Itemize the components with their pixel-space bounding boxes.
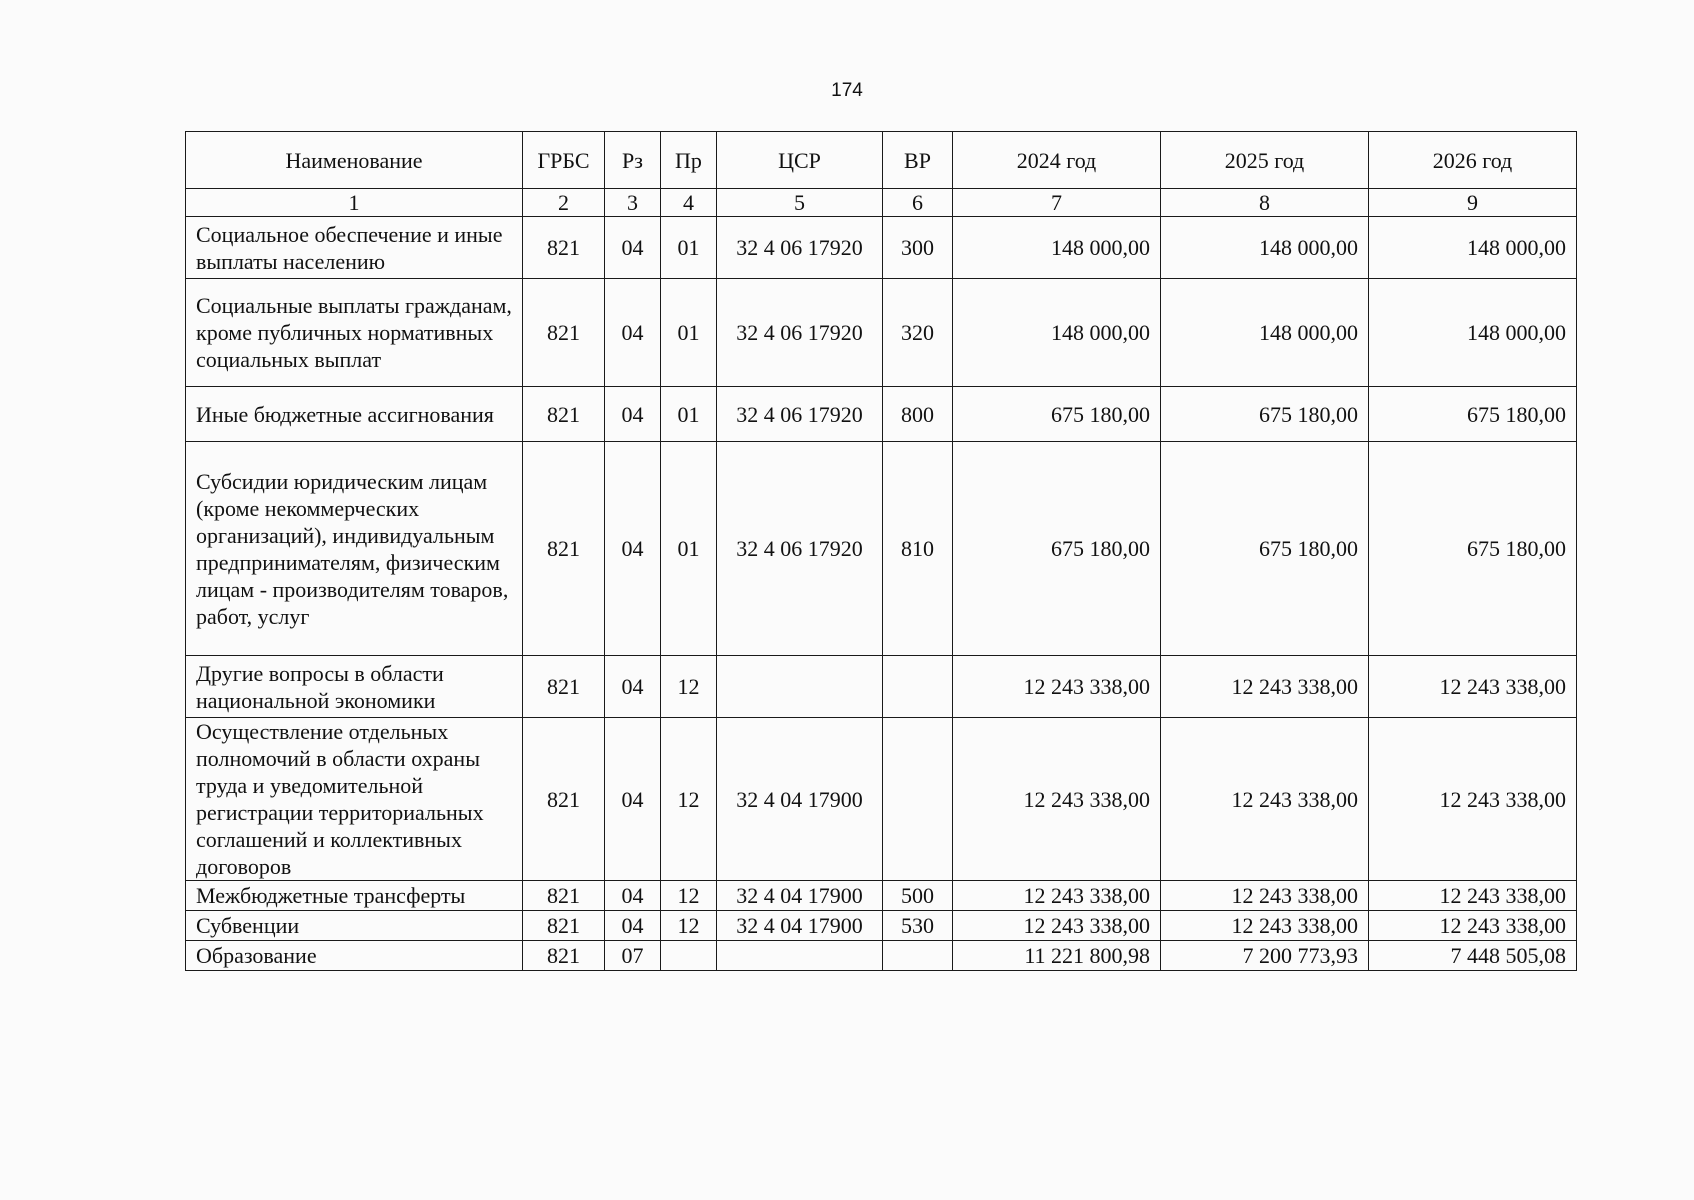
- column-number: 4: [661, 189, 717, 217]
- column-number: 2: [523, 189, 605, 217]
- column-number: 6: [883, 189, 953, 217]
- row-amount-2026: 12 243 338,00: [1369, 718, 1577, 881]
- row-amount-2024: 12 243 338,00: [953, 881, 1161, 911]
- row-name: Субсидии юридическим лицам (кроме некоммерческих организаций), индивидуальным предпринимателям, физическим лицам - производителям товаров, работ, услуг: [186, 442, 523, 656]
- header-row: [186, 132, 1577, 189]
- row-name: Осуществление отдельных полномочий в области охраны труда и уведомительной регистрации территориальных соглашений и коллективных договоров: [186, 718, 523, 881]
- row-amount-2025: 675 180,00: [1161, 387, 1369, 442]
- row-csr: 32 4 06 17920: [717, 387, 883, 442]
- row-amount-2024: 12 243 338,00: [953, 718, 1161, 881]
- row-name: Иные бюджетные ассигнования: [186, 387, 523, 442]
- row-rz: 04: [605, 279, 661, 387]
- table-row: [186, 387, 1577, 442]
- table-row: [186, 941, 1577, 971]
- row-amount-2025: 12 243 338,00: [1161, 881, 1369, 911]
- row-grbs: 821: [523, 941, 605, 971]
- row-pr: [661, 941, 717, 971]
- row-amount-2026: 12 243 338,00: [1369, 911, 1577, 941]
- column-number: 1: [186, 189, 523, 217]
- row-amount-2024: 11 221 800,98: [953, 941, 1161, 971]
- row-vr: 500: [883, 881, 953, 911]
- row-pr: 12: [661, 656, 717, 718]
- budget-table: [185, 131, 1577, 971]
- row-rz: 04: [605, 718, 661, 881]
- row-rz: 04: [605, 442, 661, 656]
- row-grbs: 821: [523, 881, 605, 911]
- row-grbs: 821: [523, 911, 605, 941]
- column-number: 7: [953, 189, 1161, 217]
- row-csr: 32 4 06 17920: [717, 442, 883, 656]
- row-grbs: 821: [523, 279, 605, 387]
- table-row: [186, 718, 1577, 881]
- header-cell-vr: ВР: [883, 132, 953, 189]
- row-amount-2024: 148 000,00: [953, 279, 1161, 387]
- row-amount-2026: 675 180,00: [1369, 387, 1577, 442]
- row-vr: 300: [883, 217, 953, 279]
- row-rz: 04: [605, 387, 661, 442]
- row-csr: 32 4 04 17900: [717, 881, 883, 911]
- row-amount-2024: 675 180,00: [953, 387, 1161, 442]
- row-amount-2025: 12 243 338,00: [1161, 718, 1369, 881]
- column-number: 9: [1369, 189, 1577, 217]
- row-name: Субвенции: [186, 911, 523, 941]
- row-csr: [717, 941, 883, 971]
- row-amount-2025: 7 200 773,93: [1161, 941, 1369, 971]
- row-amount-2025: 12 243 338,00: [1161, 911, 1369, 941]
- header-cell-2026: 2026 год: [1369, 132, 1577, 189]
- row-csr: [717, 656, 883, 718]
- row-name: Социальное обеспечение и иные выплаты населению: [186, 217, 523, 279]
- table-row: [186, 881, 1577, 911]
- header-cell-pr: Пр: [661, 132, 717, 189]
- row-pr: 01: [661, 217, 717, 279]
- table-row: [186, 217, 1577, 279]
- row-vr: 320: [883, 279, 953, 387]
- column-number-row: [186, 189, 1577, 217]
- row-amount-2024: 12 243 338,00: [953, 911, 1161, 941]
- row-vr: 800: [883, 387, 953, 442]
- row-rz: 04: [605, 217, 661, 279]
- row-amount-2024: 148 000,00: [953, 217, 1161, 279]
- row-rz: 04: [605, 881, 661, 911]
- row-amount-2026: 148 000,00: [1369, 217, 1577, 279]
- row-csr: 32 4 04 17900: [717, 718, 883, 881]
- row-name: Образование: [186, 941, 523, 971]
- row-pr: 01: [661, 279, 717, 387]
- row-amount-2025: 675 180,00: [1161, 442, 1369, 656]
- table-row: [186, 656, 1577, 718]
- row-csr: 32 4 04 17900: [717, 911, 883, 941]
- row-pr: 01: [661, 442, 717, 656]
- row-name: Межбюджетные трансферты: [186, 881, 523, 911]
- header-cell-csr: ЦСР: [717, 132, 883, 189]
- row-amount-2026: 675 180,00: [1369, 442, 1577, 656]
- row-amount-2024: 12 243 338,00: [953, 656, 1161, 718]
- row-grbs: 821: [523, 718, 605, 881]
- row-grbs: 821: [523, 217, 605, 279]
- header-cell-rz: Рз: [605, 132, 661, 189]
- row-amount-2025: 12 243 338,00: [1161, 656, 1369, 718]
- row-grbs: 821: [523, 442, 605, 656]
- row-amount-2026: 148 000,00: [1369, 279, 1577, 387]
- column-number: 8: [1161, 189, 1369, 217]
- row-pr: 12: [661, 911, 717, 941]
- row-grbs: 821: [523, 656, 605, 718]
- row-pr: 12: [661, 881, 717, 911]
- header-cell-grbs: ГРБС: [523, 132, 605, 189]
- row-amount-2026: 12 243 338,00: [1369, 656, 1577, 718]
- row-pr: 01: [661, 387, 717, 442]
- row-rz: 04: [605, 911, 661, 941]
- header-cell-2024: 2024 год: [953, 132, 1161, 189]
- row-grbs: 821: [523, 387, 605, 442]
- column-number: 5: [717, 189, 883, 217]
- row-vr: 810: [883, 442, 953, 656]
- page-number: 174: [831, 80, 863, 101]
- row-csr: 32 4 06 17920: [717, 217, 883, 279]
- table-row: [186, 279, 1577, 387]
- header-cell-name: Наименование: [186, 132, 523, 189]
- table-row: [186, 911, 1577, 941]
- row-vr: 530: [883, 911, 953, 941]
- row-csr: 32 4 06 17920: [717, 279, 883, 387]
- row-vr: [883, 656, 953, 718]
- row-vr: [883, 718, 953, 881]
- row-amount-2026: 7 448 505,08: [1369, 941, 1577, 971]
- row-amount-2026: 12 243 338,00: [1369, 881, 1577, 911]
- row-amount-2025: 148 000,00: [1161, 279, 1369, 387]
- row-rz: 04: [605, 656, 661, 718]
- row-rz: 07: [605, 941, 661, 971]
- row-vr: [883, 941, 953, 971]
- table-row: [186, 442, 1577, 656]
- row-amount-2025: 148 000,00: [1161, 217, 1369, 279]
- column-number: 3: [605, 189, 661, 217]
- header-cell-2025: 2025 год: [1161, 132, 1369, 189]
- row-name: Социальные выплаты гражданам, кроме публичных нормативных социальных выплат: [186, 279, 523, 387]
- row-name: Другие вопросы в области национальной экономики: [186, 656, 523, 718]
- row-pr: 12: [661, 718, 717, 881]
- row-amount-2024: 675 180,00: [953, 442, 1161, 656]
